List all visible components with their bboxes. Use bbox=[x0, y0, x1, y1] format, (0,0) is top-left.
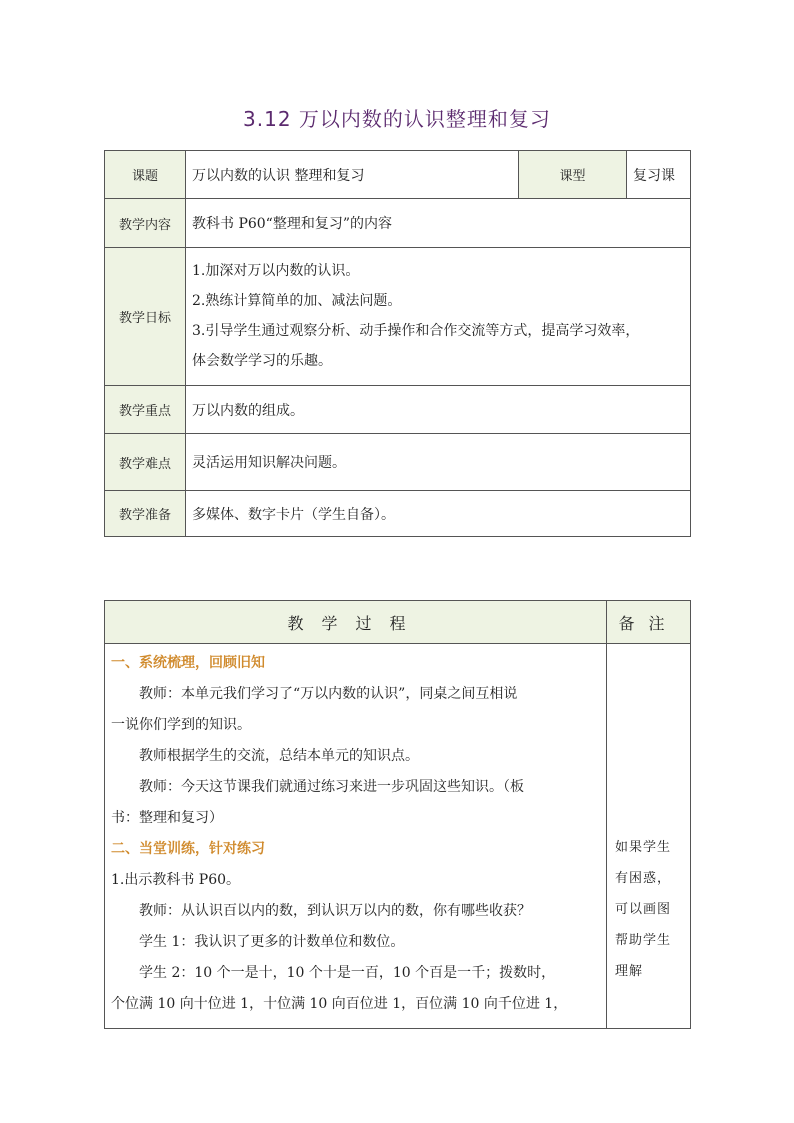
process-line: 学生 1：我认识了更多的计数单位和数位。 bbox=[139, 934, 405, 950]
note-line: 可以画图 bbox=[615, 902, 672, 917]
note-line: 理解 bbox=[615, 964, 644, 979]
goal-3: 3.引导学生通过观察分析、动手操作和合作交流等方式，提高学习效率， bbox=[192, 322, 640, 339]
goal-1: 1.加深对万以内数的认识。 bbox=[192, 262, 360, 279]
section-2-heading: 二、当堂训练，针对练习 bbox=[111, 841, 265, 857]
prep-row bbox=[105, 491, 691, 537]
process-header-row bbox=[105, 601, 691, 644]
content-label: 教学内容 bbox=[105, 199, 186, 248]
process-line: 教师：本单元我们学习了“万以内数的认识”，同桌之间互相说 bbox=[139, 686, 518, 702]
process-header: 教学过程 bbox=[105, 601, 607, 644]
goal-3-cont: 体会数学学习的乐趣。 bbox=[192, 352, 332, 369]
process-line: 教师：从认识百以内的数，到认识万以内的数，你有哪些收获？ bbox=[139, 903, 531, 919]
goals-label: 教学日标 bbox=[105, 248, 186, 386]
process-line: 教师根据学生的交流，总结本单元的知识点。 bbox=[139, 748, 419, 764]
note-line: 有困惑， bbox=[615, 871, 672, 886]
note-line: 如果学生 bbox=[615, 840, 672, 855]
process-line: 书：整理和复习） bbox=[111, 810, 223, 826]
page-title: 3.12 万以内数的认识整理和复习 bbox=[243, 107, 551, 131]
goal-2: 2.熟练计算简单的加、减法问题。 bbox=[192, 292, 402, 309]
key-row bbox=[105, 386, 691, 434]
difficulty-row bbox=[105, 434, 691, 491]
teaching-process-table bbox=[104, 600, 691, 1029]
prep-value: 多媒体、数字卡片（学生自备）。 bbox=[186, 491, 691, 537]
topic-label: 课题 bbox=[105, 151, 186, 199]
process-line: 一说你们学到的知识。 bbox=[111, 717, 251, 733]
topic-value: 万以内数的认识 整理和复习 bbox=[186, 151, 519, 199]
key-value: 万以内数的组成。 bbox=[186, 386, 691, 434]
section-1-heading: 一、系统梳理，回顾旧知 bbox=[111, 655, 265, 671]
difficulty-label: 教学难点 bbox=[105, 434, 186, 491]
topic-row bbox=[105, 151, 691, 199]
prep-label: 教学准备 bbox=[105, 491, 186, 537]
goals-row bbox=[105, 248, 691, 386]
content-row bbox=[105, 199, 691, 248]
type-value: 复习课 bbox=[627, 151, 691, 199]
type-label: 课型 bbox=[519, 151, 627, 199]
goals-value bbox=[186, 248, 691, 386]
process-content bbox=[105, 644, 607, 1029]
note-line: 帮助学生 bbox=[615, 933, 672, 948]
process-line: 个位满 10 向十位进 1，十位满 10 向百位进 1，百位满 10 向千位进 1， bbox=[111, 996, 568, 1012]
notes-header: 备注 bbox=[607, 601, 691, 644]
difficulty-value: 灵活运用知识解决问题。 bbox=[186, 434, 691, 491]
lesson-info-table bbox=[104, 150, 691, 537]
key-label: 教学重点 bbox=[105, 386, 186, 434]
process-body-row bbox=[105, 644, 691, 1029]
process-line: 教师：今天这节课我们就通过练习来进一步巩固这些知识。（板 bbox=[139, 779, 524, 795]
content-value: 教科书 P60“整理和复习”的内容 bbox=[186, 199, 691, 248]
notes-cell bbox=[607, 644, 691, 1029]
process-line: 1.出示教科书 P60。 bbox=[111, 872, 241, 888]
process-line: 学生 2：10 个一是十，10 个十是一百，10 个百是一千；拨数时， bbox=[139, 965, 556, 981]
